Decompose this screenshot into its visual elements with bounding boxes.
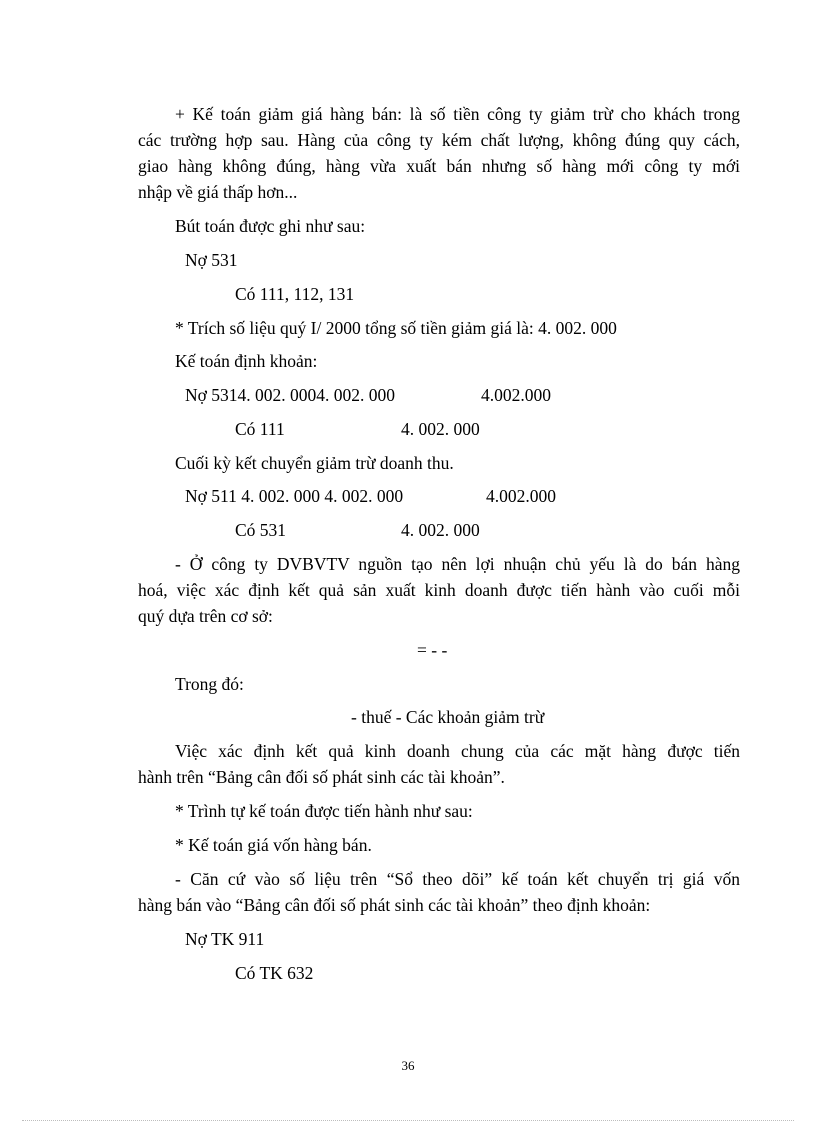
closing-note: Cuối kỳ kết chuyển giảm trừ doanh thu. <box>175 453 454 473</box>
section-heading: * Kế toán giá vốn hàng bán. <box>175 835 372 855</box>
paragraph-line: giao hàng không đúng, hàng vừa xuất bán nhưng số hàng mới công ty mới <box>138 156 740 176</box>
journal-debit: Nợ 531 <box>185 250 238 270</box>
paragraph-line: hoá, việc xác định kết quả sản xuất kinh doanh được tiến hành vào cuối mỗi <box>138 580 740 600</box>
paragraph-line: - Căn cứ vào số liệu trên “Sổ theo dõi” kế toán kết chuyển trị giá vốn <box>175 869 740 889</box>
page-number: 36 <box>401 1058 415 1073</box>
journal-amount: 4.002.000 <box>481 385 551 405</box>
page-divider <box>22 1120 794 1121</box>
journal-amount: 4. 002. 000 <box>401 520 480 540</box>
journal-debit: Nợ 511 4. 002. 000 4. 002. 000 <box>185 486 404 506</box>
sequence-heading: * Trình tự kế toán được tiến hành như sau: <box>175 801 473 821</box>
entry-intro: Bút toán được ghi như sau: <box>175 216 366 236</box>
journal-debit: Nợ 5314. 002. 0004. 002. 000 <box>185 385 396 405</box>
journal-debit: Nợ TK 911 <box>185 929 265 949</box>
data-note: * Trích số liệu quý I/ 2000 tổng số tiền giảm giá là: 4. 002. 000 <box>175 318 617 338</box>
journal-credit: Có TK 632 <box>235 963 314 983</box>
paragraph-line: hàng bán vào “Bảng cân đối số phát sinh các tài khoản” theo định khoản: <box>138 895 651 915</box>
formula: = - - <box>417 640 448 660</box>
journal-credit: Có 531 <box>235 520 287 540</box>
journal-amount: 4. 002. 000 <box>401 419 480 439</box>
paragraph-line: - Ở công ty DVBVTV nguồn tạo nên lợi nhuận chủ yếu là do bán hàng <box>175 554 740 574</box>
formula: - thuế - Các khoản giảm trừ <box>351 707 545 727</box>
paragraph-line: Việc xác định kết quả kinh doanh chung của các mặt hàng được tiến <box>175 741 740 761</box>
paragraph-line: các trường hợp sau. Hàng của công ty kém chất lượng, không đúng quy cách, <box>138 130 740 150</box>
entry-intro: Kế toán định khoản: <box>175 351 318 371</box>
journal-credit: Có 111, 112, 131 <box>235 284 355 304</box>
journal-amount: 4.002.000 <box>486 486 556 506</box>
paragraph-line: + Kế toán giảm giá hàng bán: là số tiền công ty giảm trừ cho khách trong <box>175 104 740 124</box>
paragraph-line: quý dựa trên cơ sở: <box>138 606 273 626</box>
paragraph-line: hành trên “Bảng cân đối số phát sinh các tài khoản”. <box>138 767 505 787</box>
paragraph-line: nhập về giá thấp hơn... <box>138 182 298 202</box>
journal-credit: Có 111 <box>235 419 285 439</box>
where-label: Trong đó: <box>175 674 244 694</box>
